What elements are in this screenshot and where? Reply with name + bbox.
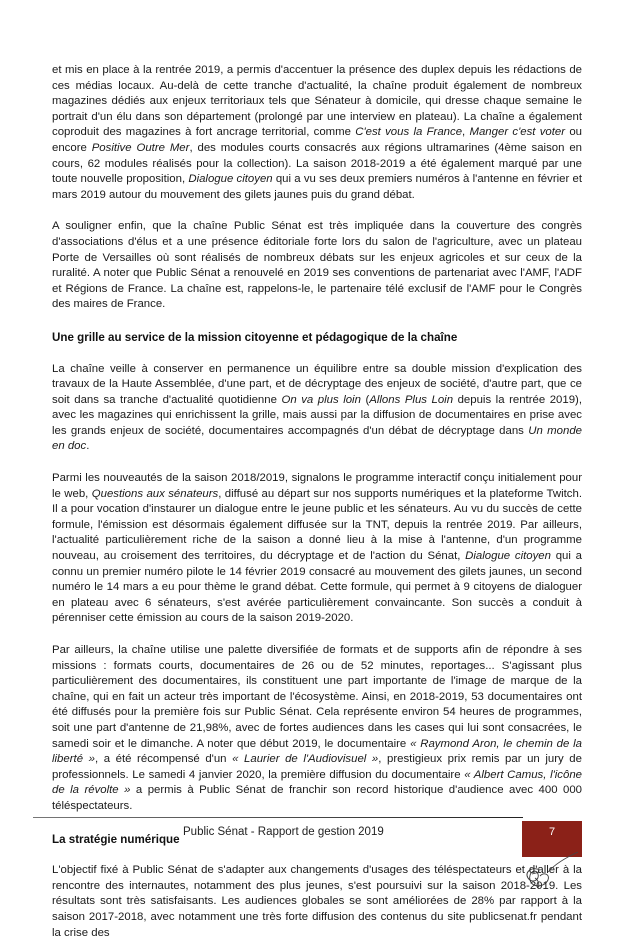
footer-title: Public Sénat - Rapport de gestion 2019 (183, 826, 384, 838)
section-heading-digital-strategy: La stratégie numérique (52, 832, 180, 846)
paragraph-digital-objective: L'objectif fixé à Public Sénat de s'adapter aux changements d'usages des téléspectateurs et d'aller à la rencontre des internautes, notamment des plus jeunes, s'est poursuivi sur la saison 2018-2019. Les résultats sont très satisfaisants. Les audiences globales se sont améliorées de 28% par rapport à la saison 2017-2018, avec notamment une très forte diffusion des contenus du site publicsenat.fr pendant la crise des (52, 864, 582, 939)
text-run: . (86, 440, 90, 453)
paragraph-double-mission (52, 362, 582, 456)
program-title: Allons Plus Loin (369, 393, 454, 406)
text-run: qui a connu un premier numéro pilote le 14 février 2019 consacré au mouvement des gilets jaunes, un second numéro le 14 mars a eu pour thème le grand débat. Cette formule, qui permet à 9 citoyens de dialoguer en plateau avec 6 sénateurs, s'est avérée particulièrement convaincante. Son succès a conduit à pérenniser cette émission au cours de la saison 2019-2020. (52, 550, 583, 625)
documentary-title: « Raymond Aron, le chemin de la liberté » (52, 737, 583, 766)
text-run: , (462, 126, 470, 139)
paragraph-documentaries (52, 643, 582, 815)
documentary-title: « Albert Camus, l'icône de la révolte » (52, 768, 583, 797)
text-run: La chaîne veille à conserver en permanence un équilibre entre sa double mission d'explication des travaux de la Haute Assemblée, d'une part, et de décryptage des enjeux de société, d'autre part, que ce soit dans sa tranche d'actualité quotidienne (52, 362, 582, 406)
program-title: Dialogue citoyen (188, 173, 273, 186)
text-run: ( (360, 393, 370, 406)
text-run: Parmi les nouveautés de la saison 2018/2019, signalons le programme interactif conçu initialement pour le web, (52, 472, 582, 500)
text-run: qui a vu ses deux premiers numéros à l'antenne en février et mars 2019 autour du mouvement des gilets jaunes puis du grand débat. (52, 173, 582, 201)
text-run: , prestigieux prix remis par un jury de professionnels. Le samedi 4 janvier 2020, la première diffusion du documentaire (52, 753, 582, 781)
paragraph-new-programs (52, 471, 582, 627)
footer-divider (33, 817, 523, 818)
section-heading-grille: Une grille au service de la mission citoyenne et pédagogique de la chaîne (52, 330, 458, 344)
text-run: Par ailleurs, la chaîne utilise une palette diversifiée de formats et de supports afin de répondre à ses missions : formats courts, documentaires de 26 ou de 52 minutes, reportages... S'agissant plus particulièrement des documentaires, ils constituent une part importante de l'image de marque de la chaîne, qui en fait un acteur très important de l'écosystème. Ainsi, en 2018-2019, 53 documentaires ont été diffusés pour la première fois sur Public Sénat. Cela représente environ 54 heures de programmes, soit une part d'antenne de 21,98%, avec de fortes audiences dans les cases qui lui sont consacrées, le samedi soir et le dimanche. A noter que début 2019, le documentaire (52, 644, 582, 750)
program-title: Dialogue citoyen (465, 550, 551, 563)
text-run: depuis la rentrée 2019), avec les magazines qui enrichissent la grille, mais aussi par la diffusion de documentaires en prise avec les grands enjeux de société, documentaires accompagnés d'un débat de décryptage dans (52, 393, 582, 437)
page-number: 7 (548, 826, 556, 838)
award-title: « Laurier de l'Audiovisuel » (232, 753, 379, 766)
handwritten-initials-icon (510, 850, 590, 892)
paragraph-congress-coverage: A souligner enfin, que la chaîne Public Sénat est très impliquée dans la couverture des congrès d'associations d'élus et a une présence éditoriale forte lors du salon de l'agriculture, avec un plateau Porte de Versailles où sont réalisés de nombreux débats sur les enjeux agricoles et sur ceux de la ruralité. A noter que Public Sénat a renouvelé en 2019 ses conventions de partenariat avec l'AMF, l'ADF et Régions de France. La chaîne est, rappelons-le, le partenaire télé exclusif de l'AMF pour le Congrès des maires de France. (52, 220, 582, 311)
program-title: Manger c'est voter (469, 126, 566, 139)
text-run: , diffusé au départ sur nos supports numériques et la plateforme Twitch. Il a pour vocation d'instaurer un dialogue entre le jeune public et les sénateurs. Au vu du succès de cette formule, l'émission est désormais également diffusée sur la TNT, depuis la rentrée 2019. Par ailleurs, l'actualité particulièrement riche de la saison a donné lieu à la mise à l'antenne, d'un programme nouveau, au croisement des territoires, du décryptage et de l'action du Sénat, (52, 487, 582, 563)
text-run: ou encore (52, 126, 582, 154)
paragraph-territorial-magazines (52, 63, 582, 203)
text-run: et mis en place à la rentrée 2019, a permis d'accentuer la présence des duplex depuis les rédactions de ces médias locaux. Au-delà de cette tranche d'actualité, la chaîne produit également de nombreux magazines dédiés aux enjeux territoriaux tels que Sénateur à domicile, qui dresse chaque semaine le portrait d'un élu dans son département (prolongé par une interview en plateau). La chaîne a également coproduit des magazines à fort ancrage territorial, comme (52, 64, 582, 139)
program-title: C'est vous la France (355, 126, 463, 139)
program-title: On va plus loin (281, 393, 361, 406)
text-run: , a été récompensé d'un (94, 753, 233, 766)
text-run: a permis à Public Sénat de franchir son record historique d'audience avec 400 000 téléspectateurs. (52, 784, 582, 812)
text-run: , des modules courts consacrés aux régions ultramarines (4ème saison en cours, 62 modules réalisés pour la collection). La saison 2018-2019 a été également marqué par une toute nouvelle proposition, (52, 141, 582, 186)
page-body (52, 63, 582, 941)
program-title: Positive Outre Mer (91, 141, 190, 154)
program-title: Questions aux sénateurs (91, 487, 219, 500)
program-title: Un monde en doc (52, 424, 582, 453)
